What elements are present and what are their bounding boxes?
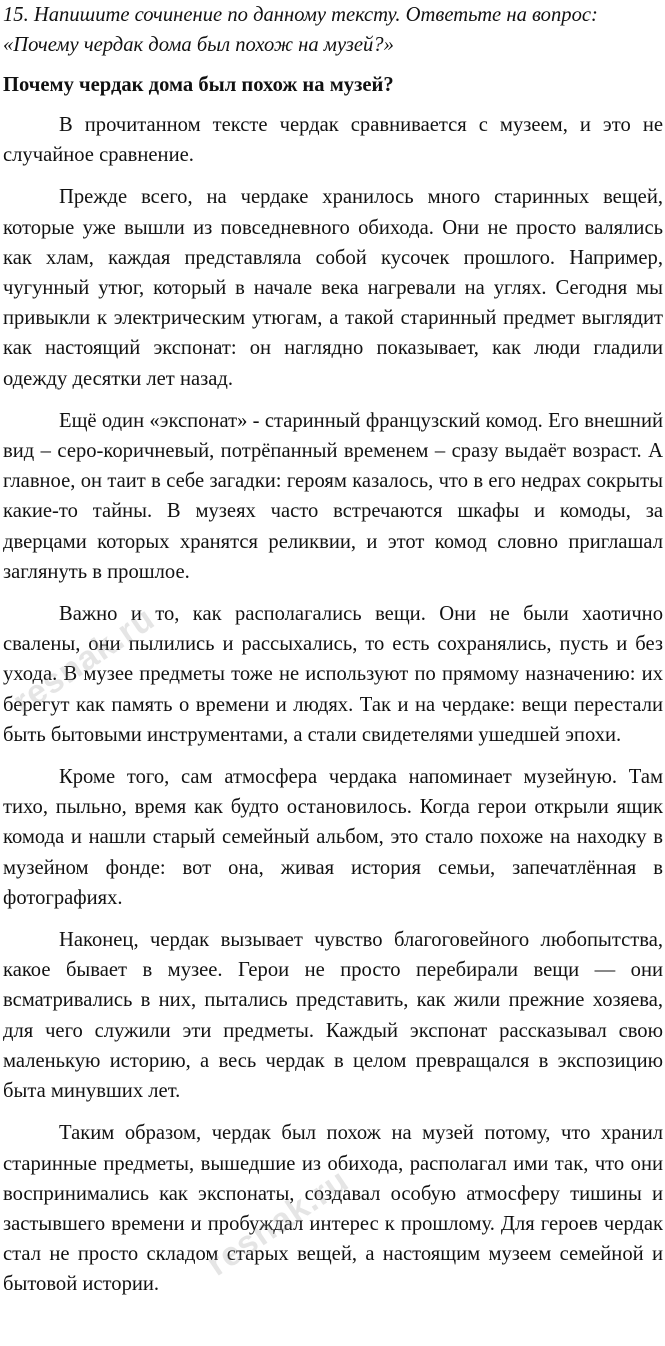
essay-paragraph-1: В прочитанном тексте чердак сравнивается с музеем, и это не случайное сравнение. (3, 114, 663, 167)
essay-paragraph-2: Прежде всего, на чердаке хранилось много старинных вещей, которые уже вышли из повседневного обихода. Они не просто валялись как хлам, каждая представляла собой кусочек прошлого. Например, чугунный утюг, который в начале века нагревали на углях. Сегодня мы привыкли к электрическим утюгам, а такой старинный предмет выглядит как настоящий экспонат: он наглядно показывает, как люди гладили одежду десятки лет назад. (3, 186, 663, 390)
task-line-2: «Почему чердак дома был похож на музей?» (3, 34, 394, 56)
essay-title: Почему чердак дома был похож на музей? (3, 74, 394, 96)
watermark: resnak.ru (200, 1161, 356, 1284)
task-line-1: 15. Напишите сочинение по данному тексту. Ответьте на вопрос: (3, 4, 598, 26)
essay-paragraph-7: Таким образом, чердак был похож на музей потому, что хранил старинные предметы, вышедшие из обихода, располагал ими так, что они воспринимались как экспонаты, создавал особую атмосферу тишины и застывшего времени и пробуждал интерес к прошлому. Для героев чердак стал не просто складом старых вещей, а настоящим музеем семейной и бытовой истории. (3, 1122, 663, 1296)
task-statement (3, 0, 663, 60)
essay-paragraph-6: Наконец, чердак вызывает чувство благоговейного любопытства, какое бывает в музее. Герои не просто перебирали вещи — они всматривались в них, пытались представить, как жили прежние хозяева, для чего служили эти предметы. Каждый экспонат рассказывал свою маленькую историю, а весь чердак в целом превращался в экспозицию быта минувших лет. (3, 929, 663, 1103)
essay-paragraph-4: Важно и то, как располагались вещи. Они не были хаотично свалены, они пылились и рассыхались, то есть сохранялись, пусть и без ухода. В музее предметы тоже не используют по прямому назначению: их берегут как память о времени и людях. Так и на чердаке: вещи перестали быть бытовыми инструментами, а стали свидетелями ушедшей эпохи. (3, 603, 663, 746)
essay-paragraph-3: Ещё один «экспонат» - старинный французский комод. Его внешний вид – серо-коричневый, потрёпанный временем – сразу выдаёт возраст. А главное, он таит в себе загадки: героям казалось, что в его недрах сокрыты какие-то тайны. В музеях часто встречаются шкафы и комоды, за дверцами которых хранятся реликвии, и этот комод словно приглашал заглянуть в прошлое. (3, 409, 663, 583)
watermark: resnak.ru (6, 599, 162, 722)
essay-paragraph-5: Кроме того, сам атмосфера чердака напоминает музейную. Там тихо, пыльно, время как будто остановилось. Когда герои открыли ящик комода и нашли старый семейный альбом, это стало похоже на находку в музейном фонде: вот она, живая история семьи, запечатлённая в фотографиях. (3, 766, 663, 909)
